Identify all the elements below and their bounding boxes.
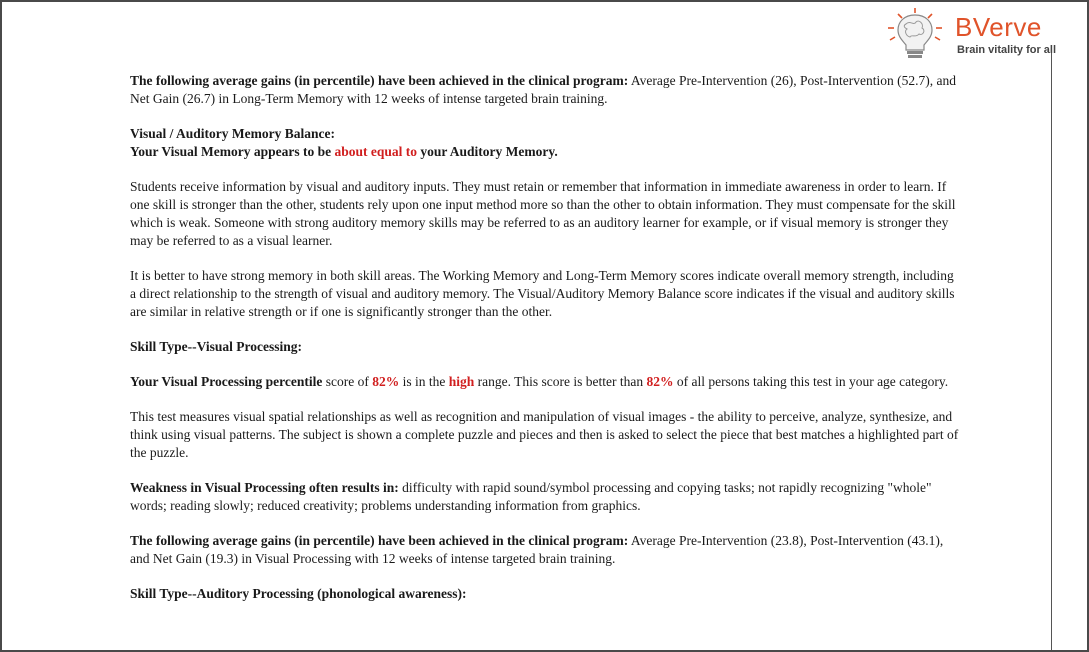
score-text-c: is in the [399, 374, 449, 389]
gains-lead: The following average gains (in percentile) have been achieved in the clinical program: [130, 73, 629, 88]
memory-inputs-paragraph: Students receive information by visual and auditory inputs. They must retain or remember that information in immediate awareness in order to learn. If one skill is stronger than the other, students rely upon one input method more so than the other to obtain information. They must compensate for the skill which is weak. Someone with strong auditory memory skills may be referred to as an auditory learner for example, or if visual memory is stronger they may be referred to as a visual learner. [130, 179, 956, 248]
weakness-text: difficulty with rapid sound/symbol processing and copying tasks; not rapidly recognizing "whole" words; reading slowly; reduced creativity; problems understanding information from graphics. [130, 480, 932, 513]
score-percentile: 82% [372, 374, 400, 389]
visual-weakness-paragraph [130, 479, 960, 515]
long-term-memory-gains [130, 72, 960, 108]
logo-wordmark: BVerve [955, 12, 1042, 42]
visual-processing-gains [130, 532, 960, 568]
brain-bulb-icon [880, 6, 950, 62]
logo-tagline: Brain vitality for all [957, 44, 1057, 56]
score-text-d: range. This score is better than [474, 374, 647, 389]
gains-text: Average Pre-Intervention (26), Post-Intervention (52.7), and Net Gain (26.7) in Long-Term Memory with 12 weeks of intense targeted brain training. [130, 73, 956, 106]
memory-balance-result: about equal to [334, 144, 418, 159]
visual-processing-score [130, 373, 960, 391]
score-range: high [448, 374, 475, 389]
memory-balance-post: your Auditory Memory. [417, 144, 558, 159]
report-body [130, 72, 960, 620]
memory-balance-section [130, 125, 960, 161]
memory-strength-paragraph: It is better to have strong memory in both skill areas. The Working Memory and Long-Term Memory scores indicate overall memory strength, including a direct relationship to the strength of visual and auditory memory. The Visual/Auditory Memory Balance score indicates if the visual and auditory skills are similar in relative strength or if one is significantly stronger than the other. [130, 268, 955, 319]
visual-test-description: This test measures visual spatial relationships as well as recognition and manipulation of visual images - the ability to perceive, analyze, synthesize, and think using visual patterns. The subject is shown a complete puzzle and pieces and then is asked to select the piece that best matches a highlighted part of the puzzle. [130, 409, 959, 460]
memory-balance-pre: Your Visual Memory appears to be [130, 144, 335, 159]
bverve-logo [880, 6, 1080, 62]
score-text-e: of all persons taking this test in your age category. [673, 374, 949, 389]
score-lead: Your Visual Processing percentile [130, 374, 323, 389]
score-text-b: score of [322, 374, 373, 389]
page-edge-rule [1051, 50, 1052, 650]
gains-text-2: Average Pre-Intervention (23.8), Post-Intervention (43.1), and Net Gain (19.3) in Visual Processing with 12 weeks of intense targeted brain training. [130, 533, 944, 566]
weakness-lead: Weakness in Visual Processing often results in: [130, 480, 399, 495]
memory-balance-heading: Visual / Auditory Memory Balance: [130, 126, 335, 141]
gains-lead-2: The following average gains (in percentile) have been achieved in the clinical program: [130, 533, 629, 548]
skill-type-visual-heading: Skill Type--Visual Processing: [130, 339, 303, 354]
score-better-than: 82% [646, 374, 674, 389]
skill-type-auditory-heading: Skill Type--Auditory Processing (phonological awareness): [130, 586, 467, 601]
